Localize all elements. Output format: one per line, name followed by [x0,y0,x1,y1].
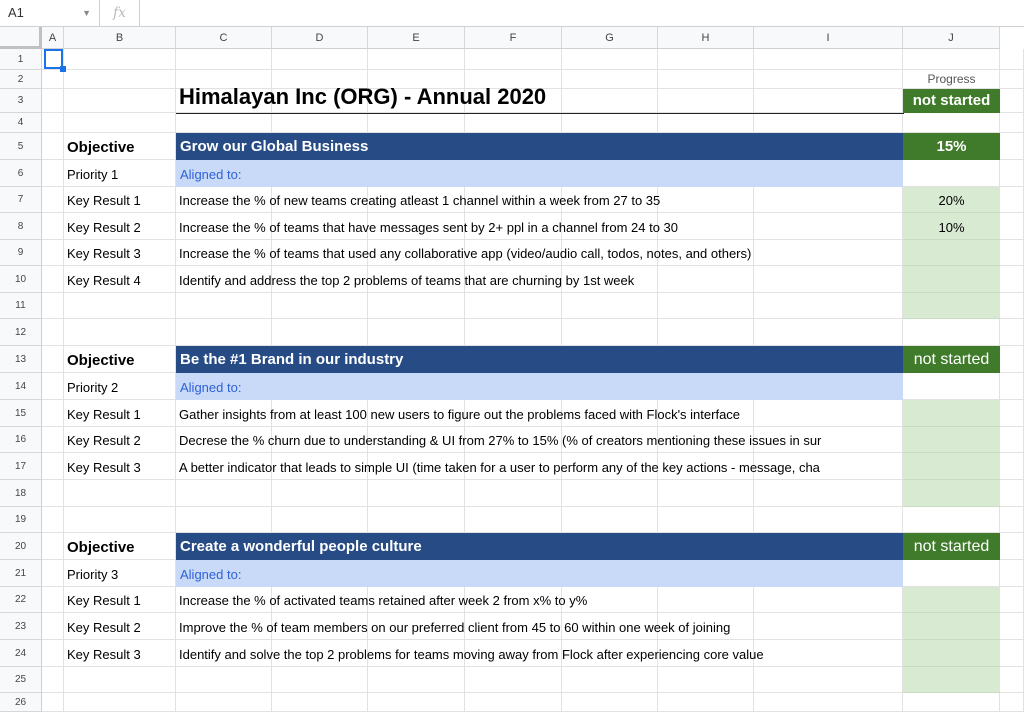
grid-cell[interactable] [658,480,754,507]
grid-cell[interactable] [176,667,272,693]
grid-cell[interactable] [42,453,64,480]
grid-cell[interactable] [562,319,658,346]
grid-cell[interactable] [754,507,903,533]
grid-cell[interactable] [368,113,465,133]
grid-cell[interactable] [64,319,176,346]
objective-progress[interactable]: not started [903,346,1000,373]
grid-cell[interactable] [42,240,64,266]
key-result-text[interactable]: Improve the % of team members on our preferred client from 45 to 60 within one week of joining [176,613,903,640]
grid-cell[interactable] [465,293,562,319]
priority-label[interactable]: Priority 3 [64,560,176,587]
row-header-19[interactable]: 19 [0,507,42,533]
key-result-progress[interactable] [903,240,1000,266]
grid-cell[interactable] [754,113,903,133]
column-header-i[interactable]: I [754,27,903,49]
grid-cell[interactable] [368,480,465,507]
grid-cell[interactable] [42,346,64,373]
grid-cell[interactable] [1000,293,1024,319]
grid-cell[interactable] [562,507,658,533]
name-box[interactable] [0,0,100,26]
grid-cell[interactable] [903,693,1000,712]
priority-label[interactable]: Priority 1 [64,160,176,187]
row-header-21[interactable]: 21 [0,560,42,587]
grid-cell[interactable] [658,507,754,533]
grid-cell[interactable] [64,70,176,89]
grid-cell[interactable] [562,89,658,113]
grid-cell[interactable] [903,319,1000,346]
grid-cell[interactable] [272,480,368,507]
grid-cell[interactable] [1000,89,1024,113]
grid-cell[interactable] [1000,640,1024,667]
grid-cell[interactable] [64,293,176,319]
grid-cell[interactable] [42,187,64,213]
grid-cell[interactable] [1000,373,1024,400]
sheet-title[interactable]: Himalayan Inc (ORG) - Annual 2020 [179,84,547,109]
key-result-text[interactable]: A better indicator that leads to simple UI (time taken for a user to perform any of the key actions - message, cha [176,453,903,480]
grid-cell[interactable] [903,49,1000,70]
grid-cell[interactable] [562,113,658,133]
grid-cell[interactable] [465,507,562,533]
key-result-label[interactable]: Key Result 1 [64,187,176,213]
progress-spacer[interactable] [903,480,1000,507]
objective-title[interactable]: Grow our Global Business [176,133,903,160]
key-result-label[interactable]: Key Result 3 [64,640,176,667]
objective-label[interactable]: Objective [67,139,135,156]
grid-cell[interactable] [903,507,1000,533]
title-underline [176,113,904,114]
grid-cell[interactable] [1000,427,1024,453]
grid-cell[interactable] [562,667,658,693]
grid-cell[interactable] [754,667,903,693]
fill-handle[interactable] [60,66,66,72]
grid-cell[interactable] [368,49,465,70]
grid-cell[interactable] [562,49,658,70]
key-result-progress[interactable] [903,587,1000,613]
grid-cell[interactable] [42,293,64,319]
grid-cell[interactable] [42,613,64,640]
column-header-c[interactable]: C [176,27,272,49]
grid-cell[interactable] [754,293,903,319]
grid-cell[interactable] [754,480,903,507]
grid-cell[interactable] [465,480,562,507]
grid-cell[interactable] [42,373,64,400]
key-result-text[interactable]: Increase the % of teams that have messages sent by 2+ ppl in a channel from 24 to 30 [176,213,903,240]
grid-cell[interactable] [1000,240,1024,266]
aligned-to-field[interactable]: Aligned to: [176,560,903,587]
column-header-a[interactable]: A [42,27,64,49]
row-header-17[interactable]: 17 [0,453,42,480]
grid-cell[interactable] [754,89,903,113]
row-header-6[interactable]: 6 [0,160,42,187]
key-result-label[interactable]: Key Result 2 [64,613,176,640]
grid-cell[interactable] [465,693,562,712]
grid-cell[interactable] [368,319,465,346]
grid-cell[interactable] [64,49,176,70]
column-header-b[interactable]: B [64,27,176,49]
grid-cell[interactable] [272,693,368,712]
grid-cell[interactable] [272,507,368,533]
grid-cell[interactable] [658,70,754,89]
key-result-label[interactable]: Key Result 3 [64,453,176,480]
grid-cell[interactable] [42,213,64,240]
key-result-progress[interactable] [903,640,1000,667]
grid-cell[interactable] [42,160,64,187]
grid-cell[interactable] [176,319,272,346]
grid-cell[interactable] [42,560,64,587]
row-header-25[interactable]: 25 [0,667,42,693]
chevron-down-icon[interactable]: ▼ [82,8,91,18]
grid-cell[interactable] [368,667,465,693]
key-result-text[interactable]: Increase the % of teams that used any collaborative app (video/audio call, todos, notes, and others) [176,240,903,266]
grid-cell[interactable] [1000,319,1024,346]
grid-cell[interactable] [903,560,1000,587]
grid-cell[interactable] [465,113,562,133]
grid-cell[interactable] [42,266,64,293]
grid-cell[interactable] [658,667,754,693]
grid-cell[interactable] [272,49,368,70]
grid-cell[interactable] [42,319,64,346]
grid-cell[interactable] [1000,480,1024,507]
fx-icon: fx [100,0,140,26]
aligned-to-field[interactable]: Aligned to: [176,373,903,400]
row-header-9[interactable]: 9 [0,240,42,266]
row-header-22[interactable]: 22 [0,587,42,613]
key-result-progress[interactable]: 10% [903,213,1000,240]
grid-cell[interactable] [1000,693,1024,712]
grid-cell[interactable] [465,319,562,346]
column-header-f[interactable]: F [465,27,562,49]
grid-cell[interactable] [1000,49,1024,70]
grid-cell[interactable] [1000,70,1024,89]
column-header-e[interactable]: E [368,27,465,49]
grid-cell[interactable] [64,667,176,693]
row-header-5[interactable]: 5 [0,133,42,160]
grid-cell[interactable] [64,113,176,133]
grid-cell[interactable] [42,533,64,560]
row-header-15[interactable]: 15 [0,400,42,427]
grid-cell[interactable] [754,70,903,89]
grid-cell[interactable] [42,640,64,667]
grid-cell[interactable] [1000,587,1024,613]
select-all-corner[interactable] [0,27,42,49]
grid-cell[interactable] [658,113,754,133]
grid-cell[interactable] [465,49,562,70]
row-header-18[interactable]: 18 [0,480,42,507]
objective-title[interactable]: Create a wonderful people culture [176,533,903,560]
grid-cell[interactable] [562,693,658,712]
key-result-label[interactable]: Key Result 1 [64,400,176,427]
row-header-8[interactable]: 8 [0,213,42,240]
key-result-progress[interactable]: 20% [903,187,1000,213]
key-result-label[interactable]: Key Result 3 [64,240,176,266]
column-header-g[interactable]: G [562,27,658,49]
grid-cell[interactable] [658,693,754,712]
cell-reference: A1 [8,5,24,20]
row-header-13[interactable]: 13 [0,346,42,373]
key-result-label[interactable]: Key Result 2 [64,427,176,453]
grid-cell[interactable] [64,693,176,712]
priority-label[interactable]: Priority 2 [64,373,176,400]
grid-cell[interactable] [658,89,754,113]
grid-cell[interactable] [176,507,272,533]
grid-cell[interactable] [272,293,368,319]
grid-cell[interactable] [1000,667,1024,693]
grid-cell[interactable] [465,667,562,693]
progress-header[interactable]: Progress [927,72,976,86]
grid-cell[interactable] [42,427,64,453]
key-result-progress[interactable] [903,400,1000,427]
grid-cell[interactable] [1000,346,1024,373]
grid-cell[interactable] [1000,213,1024,240]
grid-cell[interactable] [1000,453,1024,480]
row-header-1[interactable]: 1 [0,49,42,70]
grid-cell[interactable] [368,507,465,533]
row-header-10[interactable]: 10 [0,266,42,293]
grid-cell[interactable] [1000,160,1024,187]
key-result-progress[interactable] [903,453,1000,480]
grid-cell[interactable] [42,507,64,533]
grid-cell[interactable] [903,160,1000,187]
grid-cell[interactable] [1000,133,1024,160]
key-result-text[interactable]: Increase the % of new teams creating atleast 1 channel within a week from 27 to 35 [176,187,903,213]
grid-cell[interactable] [1000,560,1024,587]
overall-progress[interactable]: not started [903,89,1000,113]
grid-cell[interactable] [658,293,754,319]
row-header-12[interactable]: 12 [0,319,42,346]
column-header-d[interactable]: D [272,27,368,49]
grid-cell[interactable] [272,113,368,133]
objective-title[interactable]: Be the #1 Brand in our industry [176,346,903,373]
grid-cell[interactable] [754,49,903,70]
row-header-16[interactable]: 16 [0,427,42,453]
grid-cell[interactable] [754,319,903,346]
grid-cell[interactable] [1000,507,1024,533]
grid-cell[interactable] [1000,266,1024,293]
grid-cell[interactable] [42,113,64,133]
grid-cell[interactable] [42,667,64,693]
grid-cell[interactable] [272,667,368,693]
grid-cell[interactable] [272,319,368,346]
key-result-label[interactable]: Key Result 1 [64,587,176,613]
objective-label[interactable]: Objective [67,352,135,369]
grid-cell[interactable] [64,89,176,113]
progress-spacer[interactable] [903,293,1000,319]
grid-cell[interactable] [64,507,176,533]
objective-progress[interactable]: 15% [903,133,1000,160]
key-result-progress[interactable] [903,427,1000,453]
row-header-7[interactable]: 7 [0,187,42,213]
key-result-text[interactable]: Increase the % of activated teams retained after week 2 from x% to y% [176,587,903,613]
row-header-4[interactable]: 4 [0,113,42,133]
objective-label[interactable]: Objective [67,539,135,556]
grid-cell[interactable] [42,133,64,160]
grid-cell[interactable] [1000,400,1024,427]
grid-cell[interactable] [176,293,272,319]
grid-cell[interactable] [903,373,1000,400]
grid-cell[interactable] [42,480,64,507]
grid-cell[interactable] [1000,113,1024,133]
row-header-11[interactable]: 11 [0,293,42,319]
key-result-progress[interactable] [903,613,1000,640]
row-header-14[interactable]: 14 [0,373,42,400]
grid-cell[interactable] [754,693,903,712]
objective-progress[interactable]: not started [903,533,1000,560]
grid-cell[interactable] [42,70,64,89]
grid-cell[interactable] [562,70,658,89]
grid-cell[interactable] [658,49,754,70]
row-header-24[interactable]: 24 [0,640,42,667]
grid-cell[interactable] [368,293,465,319]
key-result-text[interactable]: Decrese the % churn due to understanding & UI from 27% to 15% (% of creators mentioning these issues in sur [176,427,903,453]
key-result-text[interactable]: Gather insights from at least 100 new users to figure out the problems faced with Flock's interface [176,400,903,427]
grid-cell[interactable] [176,113,272,133]
grid-cell[interactable] [1000,533,1024,560]
column-header-j[interactable]: J [903,27,1000,49]
key-result-label[interactable]: Key Result 4 [64,266,176,293]
grid-cell[interactable] [658,319,754,346]
grid-cell[interactable] [42,587,64,613]
row-header-20[interactable]: 20 [0,533,42,560]
progress-spacer[interactable] [903,667,1000,693]
row-header-26[interactable]: 26 [0,693,42,712]
grid-cell[interactable] [562,480,658,507]
grid-cell[interactable] [368,693,465,712]
row-header-2[interactable]: 2 [0,70,42,89]
grid-cell[interactable] [1000,613,1024,640]
grid-cell[interactable] [562,293,658,319]
grid-cell[interactable] [176,480,272,507]
grid-cell[interactable] [1000,187,1024,213]
grid-cell[interactable] [176,49,272,70]
key-result-label[interactable]: Key Result 2 [64,213,176,240]
grid-cell[interactable] [903,113,1000,133]
row-header-3[interactable]: 3 [0,89,42,113]
row-header-23[interactable]: 23 [0,613,42,640]
column-header-h[interactable]: H [658,27,754,49]
key-result-text[interactable]: Identify and address the top 2 problems of teams that are churning by 1st week [176,266,903,293]
grid-cell[interactable] [64,480,176,507]
key-result-text[interactable]: Identify and solve the top 2 problems for teams moving away from Flock after experiencing core value [176,640,903,667]
grid-cell[interactable] [42,693,64,712]
grid-cell[interactable] [176,693,272,712]
aligned-to-field[interactable]: Aligned to: [176,160,903,187]
grid-cell[interactable] [42,400,64,427]
formula-bar [0,0,1024,27]
grid-cell[interactable] [42,89,64,113]
key-result-progress[interactable] [903,266,1000,293]
formula-input[interactable] [141,0,1024,26]
